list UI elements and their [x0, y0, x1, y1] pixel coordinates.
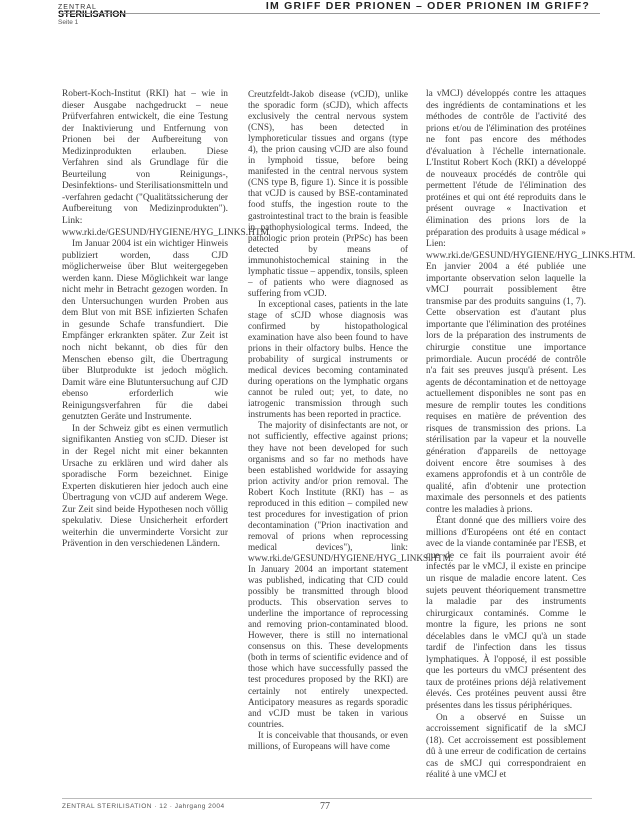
- running-title: IM GRIFF DER PRIONEN – ODER PRIONEN IM GRIFF?: [265, 0, 590, 12]
- page-footer: [62, 801, 592, 815]
- header-rule: [60, 13, 600, 14]
- footer-rule: [62, 798, 592, 799]
- journal-logo: [58, 4, 128, 27]
- paragraph: The majority of disinfectants are not, or not sufficiently, effective against prions; they have not been developed for such organisms and so far no methods have been established worldwide for assaying prion activity and/or prion removal. The Robert Koch Institute (RKI) has – as reproduced in this edition – compiled new test procedures for investigation of prion decontamination ("Prion inactivation and removal of prions when reprocessing medical devices"), link: www.rki.de/GESUND/HYGIENE/HYG_LINKS.HTM. In January 2004 an important statement was published, indicating that CJD could possibly be transmitted through blood products. This observation serves to underline the importance of reprocessing and removing prion-contaminated blood. However, there is still no international consensus on this. These developments (both in terms of scientific evidence and of those which have successfully passed the test procedures proposed by the RKI) are certainly not entirely unexpected. Anticipatory measures as regards sporadic and vCJD must be taken in various countries.: [248, 420, 454, 729]
- page-number: 77: [320, 801, 330, 812]
- paragraph: Robert-Koch-Institut (RKI) hat – wie in dieser Ausgabe nachgedruckt – neue Prüfverfahren entwickelt, die eine Testung der Inaktivierung und Entfernung von Prionen bei der Aufbereitung von Medizinprodukten erlauben. Diese Verfahren sind als Grundlage für die Beurteilung von Reinigungs-, Desinfektions- und Sterilisationsmitteln und -verfahren gedacht ("Qualitätssicherung der Aufbereitung von Medizinprodukten"). Link: www.rki.de/GESUND/HYGIENE/HYG_LINKS.HTM: [62, 89, 269, 238]
- page-header: [0, 0, 602, 30]
- paragraph: In der Schweiz gibt es einen vermutlich signifikanten Anstieg von sCJD. Dieser ist in der Regel nicht mit einer bekannten Ursache zu erklären und wird daher als sporadische Form bezeichnet. Einige Experten diskutieren hier jedoch auch eine Übertragung von vCJD auf anderem Wege. Zur Zeit sind beide Hypothesen noch völlig spekulativ. Diese Unsicherheit erfordert weiterhin die unverminderte Vorsicht zur Prävention in den verschiedenen Ländern.: [62, 423, 228, 550]
- column-french: [426, 89, 635, 782]
- paragraph: It is conceivable that thousands, or even millions, of Europeans will have come: [248, 729, 408, 751]
- paragraph: la vMCJ) développés contre les attaques des ingrédients de contaminations et les méthodes de contrôle de l'activité des prions et/ou de l'élimination des protéines ne font pas encore des méthodes d'évaluation à l'échelle internationale. L'Institut Robert Koch (RKI) a développé de nouveaux procédés de contrôle qui permettent l'étude de l'élimination des protéines et qui ont été reproduits dans le présent ouvrage « Inactivation et élimination des prions lors de la préparation des produits à usage médical » Lien: www.rki.de/GESUND/HYGIENE/HYG_LINKS.HTM. En janvier 2004 a été publiée une importante observation selon laquelle la vMCJ pourrait possiblement être transmise par des produits sanguins (1, 7). Cette observation est d'autant plus importante que l'élimination des protéines lors de la préparation des instruments de chirurgie constitue une importance primordiale. Aucun procédé de contrôle n'a fait ses preuves jusqu'à présent. Les agents de décontamination et de nettoyage actuellement disponibles ne sont pas en mesure de remplir toutes les conditions requises en matière de prévention des risques de transmission des prions. La stérilisation par la vapeur et la nouvelle génération d'appareils de nettoyage doivent encore être soumises à des examens approfondis et à un contrôle de qualité, afin d'obtenir une protection maximale des personnels et des patients contre les maladies à prions.: [426, 89, 635, 515]
- footer-journal: ZENTRAL STERILISATION · 12 · Jahrgang 2004: [62, 803, 225, 810]
- paragraph: In exceptional cases, patients in the late stage of sCJD whose diagnosis was confirmed by histopathological examination have also been found to have prions in their olfactory bulbs. Hence the probability of surgical instruments or medical devices becoming contaminated during operations on the lymphatic organs cannot be ruled out; yet, to date, no iatrogenic transmission through such instruments has been reported in practice.: [248, 298, 408, 420]
- logo-line-3: Seite 1: [58, 19, 79, 26]
- paragraph: On a observé en Suisse un accroissement significatif de la sMCJ (18). Cet accroissement est possiblement dû à une erreur de codification de certains cas de sMCJ qui correspondraient en réalité à une vMCJ et: [426, 712, 586, 781]
- logo-line-1: ZENTRAL: [58, 4, 97, 11]
- paragraph: Im Januar 2004 ist ein wichtiger Hinweis publiziert worden, dass CJD möglicherweise über Blut weitergegeben werden kann. Diese Möglichkeit war lange nicht mehr in Betracht gezogen worden. In den Untersuchungen wurden Proben aus dem Blut von mit BSE infizierten Schafen in gesunde Schafe transfundiert. Die Empfänger erkrankten später. Zur Zeit ist noch nicht bekannt, ob dies für den Menschen ebenso gilt, die Übertragung über Blutprodukte ist jedoch möglich. Damit wäre eine Blutuntersuchung auf CJD ebenso erforderlich wie Reinigungsverfahren für die dabei genutzten Geräte und Instrumente.: [62, 239, 228, 423]
- column-german: [62, 89, 269, 551]
- column-english: [248, 89, 454, 752]
- paragraph: Creutzfeldt-Jakob disease (vCJD), unlike the sporadic form (sCJD), which affects exclusively the central nervous system (CNS), has been detected in lymphoreticular tissues and organs (type 4), the prion causing vCJD are also found in lymphoid tissue, before being manifested in the central nervous system (CNS type B, figure 1). Since it is possible that vCJD is caused by BSE-contaminated food stuffs, the ingestion route to the gastrointestinal tract to the brain is feasible in pathophysiological terms. Indeed, the pathologic prion protein (PrPSc) has been detected by means of immunohistochemical staining in the lymphatic tissue – appendix, tonsils, spleen – of patients who were diagnosed as suffering from vCJD.: [248, 89, 408, 298]
- logo-line-2: STERILISATION: [58, 9, 126, 19]
- paragraph: Étant donné que des milliers voire des millions d'Européens ont été en contact avec de la viande contaminée par l'ESB, et que de ce fait ils pourraient avoir été infectés par le vMCJ, il existe en principe un risque de maladie encore latent. Ces sujets peuvent théoriquement transmettre la maladie par des instruments chirurgicaux contaminés. Comme le montre la figure, les prions ne sont décelables dans le vMCJ qu'à un stade tardif de l'infection dans les tissus lymphatiques. À l'opposé, il est possible que les porteurs du vMCJ présentent des taux de protéines prions déjà relativement élevés. Ces protéines peuvent aussi être présentes dans les tissus périphériques.: [426, 516, 586, 711]
